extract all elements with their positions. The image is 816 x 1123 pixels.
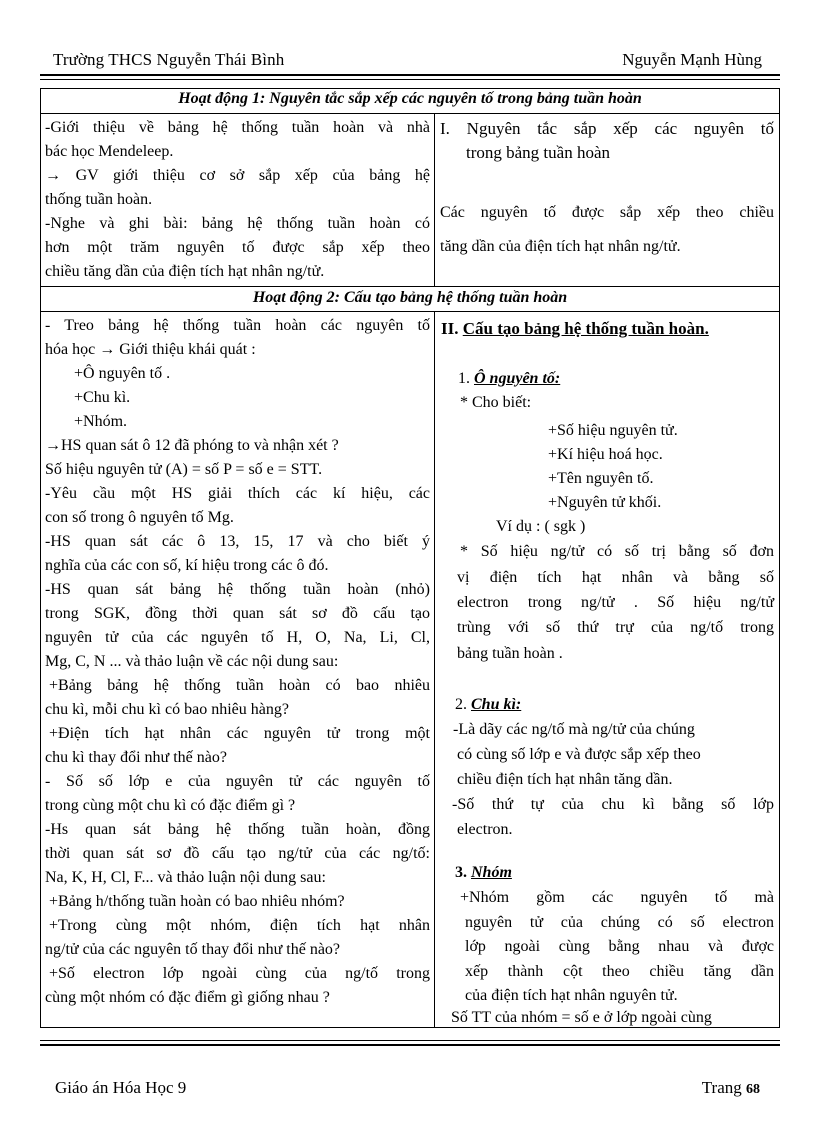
- text-line: -Yêu cầu một HS giải thích các kí hiệu, các: [45, 485, 430, 502]
- text-line: có cùng số lớp e và được sắp xếp theo: [457, 746, 701, 763]
- section2-title-divider: [41, 311, 779, 312]
- text-line: nguyên tử của các nguyên tố H, O, Na, Li, Cl,: [45, 629, 430, 646]
- lesson-table: [40, 88, 780, 1028]
- text-line: chu kì, mỗi chu kì có bao nhiêu hàng?: [45, 701, 289, 718]
- footer-title: Giáo án Hóa Học 9: [55, 1078, 187, 1097]
- o-nguyen-to-title: Ô nguyên tố:: [474, 370, 561, 387]
- text-line: +Chu kì.: [74, 389, 131, 406]
- text-line: Mg, C, N ... và thảo luận về các nội dung sau:: [45, 653, 339, 670]
- section2-heading-num: II.: [441, 319, 459, 338]
- text-line: * Số hiệu ng/tử có số trị bằng số đơn: [460, 543, 774, 560]
- nhom-num: 3.: [455, 864, 467, 881]
- text-line: - Số số lớp e của nguyên tử các nguyên tố: [45, 773, 430, 790]
- text-line: cùng một nhóm có đặc điểm gì giống nhau ?: [45, 989, 330, 1006]
- text-line: -Hs quan sát bảng hệ thống tuần hoàn, đồng: [45, 821, 430, 838]
- text-line: chiều điện tích hạt nhân tăng dần.: [457, 771, 673, 788]
- text-line: → GV giới thiệu cơ sở sắp xếp của bảng hệ: [45, 167, 430, 184]
- footer-rule-thin: [40, 1040, 780, 1041]
- page-number: 68: [746, 1082, 760, 1097]
- text-line: của điện tích hạt nhân nguyên tử.: [465, 987, 678, 1004]
- example-line: Ví dụ : ( sgk ): [496, 518, 586, 535]
- text-line: thời quan sát sơ đồ cấu tạo ng/tử của các ng/tố:: [45, 845, 430, 862]
- text-line: -HS quan sát các ô 13, 15, 17 và cho biết ý: [45, 533, 430, 550]
- section1-title: Hoạt động 1: Nguyên tắc sắp xếp các nguyên tố trong bảng tuần hoàn: [178, 90, 642, 107]
- text-line: trong SGK, đồng thời quan sát sơ đồ cấu tạo: [45, 605, 430, 622]
- o-nguyen-to-heading: [458, 367, 560, 391]
- text-line: * Cho biết:: [460, 394, 532, 411]
- text-line: -Là dãy các ng/tố mà ng/tử của chúng: [453, 721, 695, 738]
- text-line: +Ô nguyên tố .: [74, 365, 171, 382]
- text-line: -Số thứ tự của chu kì bằng số lớp: [452, 796, 774, 813]
- section1-heading-cont: trong bảng tuần hoàn: [466, 143, 610, 162]
- text-line: nguyên tử của chúng có số electron: [465, 914, 774, 931]
- text-line: +Nhóm.: [74, 413, 128, 430]
- text-line: bảng tuần hoàn .: [457, 645, 563, 662]
- section-divider: [41, 286, 779, 287]
- text-line: trong cùng một chu kì có đặc điểm gì ?: [45, 797, 296, 814]
- text-line: →HS quan sát ô 12 đã phóng to và nhận xét ?: [45, 437, 339, 454]
- section2-column-divider: [434, 311, 435, 1027]
- text-line: chu kì thay đổi như thế nào?: [45, 749, 227, 766]
- page-header: [53, 50, 762, 74]
- text-line: +Điện tích hạt nhân các nguyên tử trong một: [49, 725, 430, 742]
- header-rule-thick: [40, 74, 780, 76]
- text-line: tăng dần của điện tích hạt nhân ng/tử.: [440, 238, 681, 255]
- section1-title-divider: [41, 113, 779, 114]
- text-line: electron trong ng/tử . Số hiệu ng/tử: [457, 594, 774, 611]
- page-footer: [55, 1078, 760, 1102]
- section2-title: Hoạt động 2: Cấu tạo bảng hệ thống tuần hoàn: [252, 289, 568, 306]
- text-line: Na, K, H, Cl, F... và thảo luận nội dung sau:: [45, 869, 326, 886]
- text-line: vị điện tích hạt nhân và bằng số: [457, 569, 774, 586]
- text-line: hóa học → Giới thiệu khái quát :: [45, 341, 256, 358]
- text-line: -Giới thiệu về bảng hệ thống tuần hoàn và nhà: [45, 119, 430, 136]
- text-line: con số trong ô nguyên tố Mg.: [45, 509, 234, 526]
- text-line: +Bảng h/thống tuần hoàn có bao nhiêu nhóm?: [49, 893, 345, 910]
- footer-rule-thick: [40, 1044, 780, 1046]
- chu-ki-num: 2.: [455, 696, 467, 713]
- text-line: Số TT của nhóm = số e ở lớp ngoài cùng: [451, 1009, 712, 1026]
- text-line: electron.: [457, 821, 513, 838]
- text-line: +Trong cùng một nhóm, điện tích hạt nhân: [49, 917, 430, 934]
- text-line: xếp thành cột theo chiều tăng dần: [465, 963, 774, 980]
- text-line: +Nhóm gồm các nguyên tố mà: [460, 889, 774, 906]
- text-line: Các nguyên tố được sắp xếp theo chiều: [440, 204, 774, 221]
- section2-heading-text: Cấu tạo bảng hệ thống tuần hoàn.: [462, 319, 709, 338]
- text-line: hơn một trăm nguyên tố được sắp xếp theo: [45, 239, 430, 256]
- text-line: chiều tăng dần của điện tích hạt nhân ng/tử.: [45, 263, 325, 280]
- header-rule-thin: [40, 79, 780, 80]
- page-number-group: [702, 1078, 760, 1098]
- section1-column-divider: [434, 113, 435, 286]
- text-line: lớp ngoài cùng bằng nhau và được: [465, 938, 774, 955]
- text-line: +Bảng bảng hệ thống tuần hoàn có bao nhiêu: [49, 677, 430, 694]
- section2-heading: [441, 317, 709, 341]
- text-line: ng/tử của các nguyên tố thay đổi như thế nào?: [45, 941, 341, 958]
- text-line: -HS quan sát bảng hệ thống tuần hoàn (nhỏ): [45, 581, 430, 598]
- list-item: +Nguyên tử khối.: [548, 494, 662, 511]
- text-line: Số hiệu nguyên tử (A) = số P = số e = STT.: [45, 461, 323, 478]
- chu-ki-title: Chu kì:: [471, 696, 522, 713]
- chu-ki-heading: [455, 693, 521, 717]
- text-line: trùng với số thứ trự của ng/tố trong: [457, 619, 774, 636]
- list-item: +Số hiệu nguyên tử.: [548, 422, 678, 439]
- nhom-heading: [455, 861, 512, 885]
- text-line: bác học Mendeleep.: [45, 143, 174, 160]
- page-label: Trang: [701, 1078, 742, 1097]
- nhom-title: Nhóm: [471, 864, 512, 881]
- text-line: - Treo bảng hệ thống tuần hoàn các nguyên tố: [45, 317, 430, 334]
- text-line: +Số electron lớp ngoài cùng của ng/tố trong: [49, 965, 430, 982]
- text-line: thống tuần hoàn.: [45, 191, 153, 208]
- text-line: nghĩa của các con số, kí hiệu trong các ô đó.: [45, 557, 329, 574]
- section1-heading: I. Nguyên tắc sắp xếp các nguyên tố: [440, 119, 774, 138]
- author-name: Nguyễn Mạnh Hùng: [622, 50, 762, 69]
- o-nguyen-to-num: 1.: [458, 370, 470, 387]
- list-item: +Kí hiệu hoá học.: [548, 446, 663, 463]
- list-item: +Tên nguyên tố.: [548, 470, 654, 487]
- school-name: Trường THCS Nguyễn Thái Bình: [53, 50, 285, 69]
- text-line: -Nghe và ghi bài: bảng hệ thống tuần hoàn có: [45, 215, 430, 232]
